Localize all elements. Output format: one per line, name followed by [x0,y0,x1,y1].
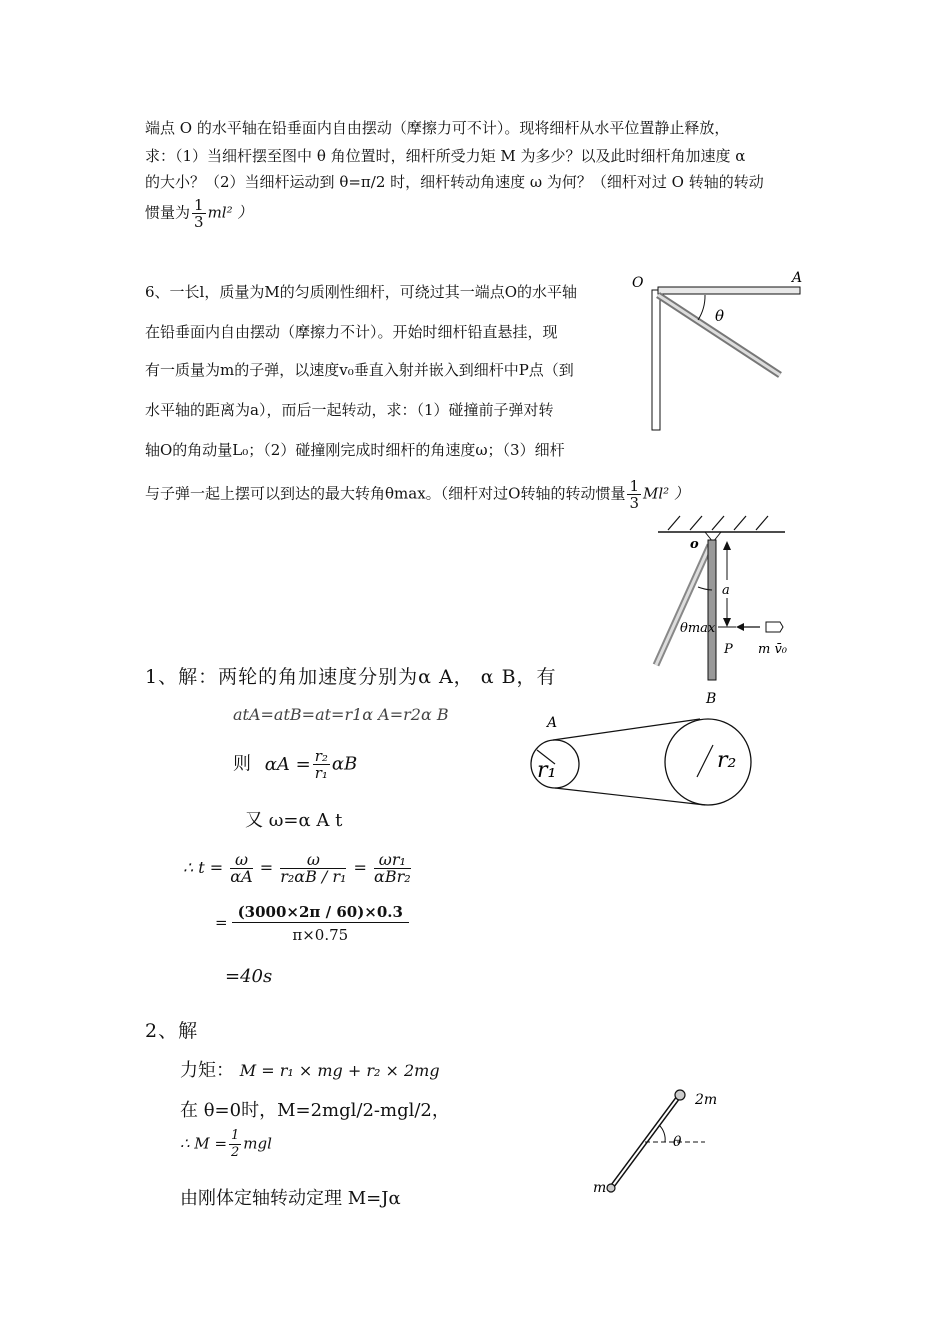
eq5-fraction [232,904,409,943]
vertical-support [652,290,660,430]
prev-problem-line3: 的大小？（2）当细杆运动到 θ=π/2 时，细杆转动角速度 ω 为何？（细杆对过 O 转轴的转动 [145,173,764,191]
solution1-eq2 [233,748,357,781]
eq4-fraction2 [280,852,346,885]
fraction-denominator: r₂αB / r₁ [280,867,347,886]
inertia-label: 惯量为 [145,203,191,222]
label-r2: r₂ [717,748,737,773]
problem6-line6 [145,478,689,511]
prev-problem-line4 [145,197,252,230]
solution2-eq4: 由刚体定轴转动定理 M=Jα [180,1188,401,1209]
label-2m: 2m [695,1092,718,1108]
eq4-fraction1 [230,852,252,885]
eq4-fraction3 [374,852,411,885]
fraction-denominator: r₁ [314,764,328,782]
theta-arc [698,295,705,320]
fraction-denominator: αA [230,867,253,886]
solution2-eq2: 在 θ=0时，M=2mgl/2-mgl/2， [180,1100,450,1121]
vertical-rod [708,540,716,680]
solution2-heading: 2、解 [145,1020,199,1042]
bullet-rod-figure [640,510,800,710]
solution1-eq3: 又 ω=α A t [245,810,343,831]
swung-rod-highlight [656,545,710,665]
solution2-eq3 [180,1128,272,1161]
label-B: B [706,691,717,707]
solution2-eq1 [180,1056,440,1082]
torque-equation: M = r₁ × mg + r₂ × 2mg [239,1061,440,1080]
label-theta-max: θmax [680,621,716,636]
solution1-heading: 1、解：两轮的角加速度分别为α A， α B，有 [145,666,557,688]
fraction-denominator: 3 [194,213,204,231]
solution1-eq1: atA=atB=at=r1α A=r2α B [233,705,449,724]
solution1-eq4: ∴ t = $\frac{\omega}{\alpha A}$ = $\frac{\omega}{\text{r₂αB / r₁}}$ = $\frac{\text{ωr₁}}{\text{αBr₂}}$ [183,850,411,886]
prev-problem-line2: 求：（1）当细杆摆至图中 θ 角位置时，细杆所受力矩 M 为多少？以及此时细杆角加速度 α [145,147,746,165]
fraction-numerator: r₂ [314,747,328,765]
solution1-eq5: = $\frac{(3000\times 2\pi / 60)\times 0.3}{\pi\times 0.75}$ [215,904,411,943]
fraction-numerator: (3000×2π / 60)×0.3 [232,904,409,923]
problem6-line5: 轴O的角动量L₀；（2）碰撞刚完成时细杆的角速度ω；（3）细杆 [145,441,565,459]
eq3-fraction [229,1128,241,1161]
mass-2m [675,1090,685,1100]
eq2-fraction [313,748,330,781]
label-m: m [593,1180,607,1196]
problem6-line2: 在铅垂面内自由摆动（摩擦力不计）。开始时细杆铅直悬挂，现 [145,323,558,341]
fraction-numerator: 1 [231,1128,240,1143]
fraction-numerator: ωr₁ [374,852,411,869]
fraction-numerator: ω [230,852,252,869]
label-mv0: m v̄₀ [758,642,788,657]
fraction-denominator: π×0.75 [292,926,349,944]
eq4-prefix: ∴ t = [183,858,224,877]
eq3-post: mgl [243,1134,272,1153]
problem6-line3: 有一质量为m的子弹，以速度v₀垂直入射并嵌入到细杆中P点（到 [145,361,574,379]
horizontal-rod [658,287,800,294]
bullet-icon [766,622,783,632]
fraction-numerator: 1 [629,477,640,495]
eq2-prefix: 则 [233,753,251,775]
inertia-fraction [627,478,641,511]
label-r1: r₁ [537,758,557,783]
fraction-denominator: αBr₂ [374,867,411,886]
label-o: o [690,537,699,552]
prev-problem-line1: 端点 O 的水平轴在铅垂面内自由摆动（摩擦力可不计）。现将细杆从水平位置静止释放， [145,119,730,137]
label-P: P [724,642,733,657]
label-theta: θ [715,307,725,325]
fraction-denominator: 3 [629,494,640,512]
fraction-numerator: 1 [194,196,204,214]
arrow-left-icon [736,623,744,631]
eq2-post: αB [331,753,358,775]
fraction-numerator: ω [280,852,346,869]
eq3-prefix: ∴ M = [180,1134,228,1153]
torque-label: 力矩： [180,1060,234,1081]
problem6-line4: 水平轴的距离为a），而后一起转动，求：（1）碰撞前子弹对转 [145,401,554,419]
arrow-down-icon [723,618,731,627]
rod-swing-figure [630,265,820,440]
large-pulley [665,719,751,805]
problem6-line1: 6、一长l，质量为M的匀质刚性细杆，可绕过其一端点O的水平轴 [145,283,577,301]
mass-m [607,1184,615,1192]
inertia-expression: Ml² ） [643,484,689,503]
problem6-line6-text: 与子弹一起上摆可以到达的最大转角θmax。（细杆对过O转轴的转动惯量 [145,484,626,503]
arrow-up-icon [723,541,731,550]
label-A: A [792,270,803,286]
pulley-figure [525,705,755,820]
eq2-lhs: αA = [264,753,311,775]
dumbbell-figure [585,1082,725,1202]
inertia-fraction [192,197,206,230]
label-A: A [547,715,558,731]
solution1-eq6: =40s [225,966,273,987]
label-O: O [632,275,644,291]
label-theta: θ [673,1134,682,1150]
theta-arc [659,1125,665,1142]
inertia-expression: ml² ） [207,203,253,222]
fraction-denominator: 2 [231,1145,240,1160]
label-a: a [722,583,730,598]
